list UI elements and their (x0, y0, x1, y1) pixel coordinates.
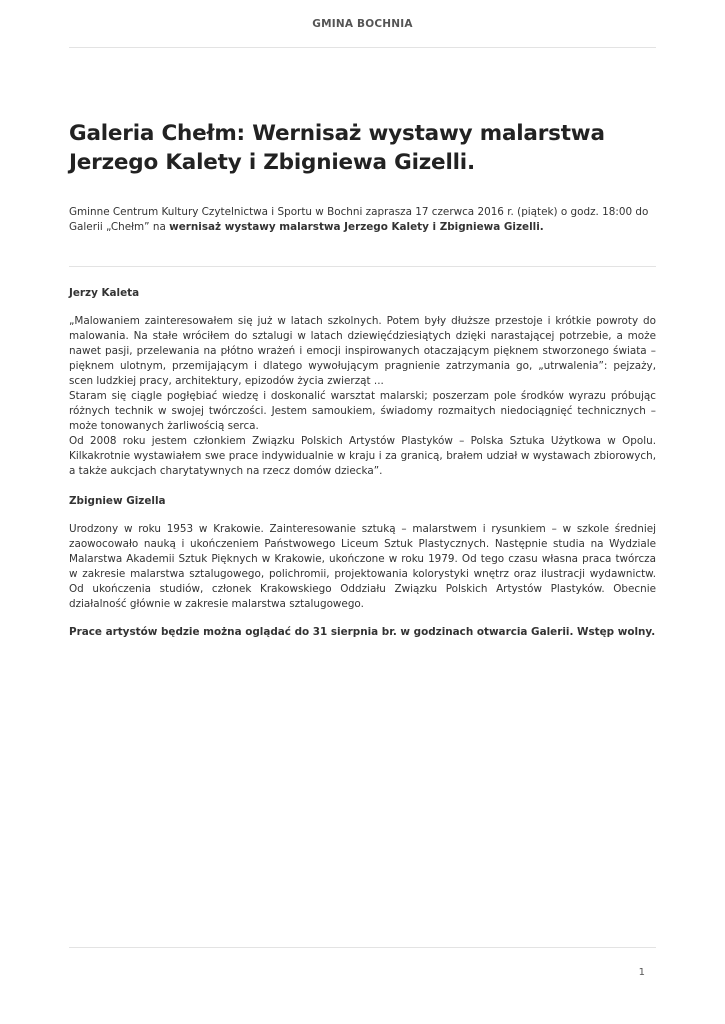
article-title-line-2: Jerzego Kalety i Zbigniewa Gizelli. (69, 150, 475, 175)
artist-1-name: Jerzy Kaleta (69, 287, 140, 299)
article-intro (69, 205, 656, 235)
artist-2-paragraph-1: Urodzony w roku 1953 w Krakowie. Zainteresowanie sztuką – malarstwem i rysunkiem – w szkole średniej zaowocowało nauką i ukończeniem Państwowego Liceum Sztuk Plastycznych. Następnie studia na Wydziale Malarstwa Akademii Sztuk Pięknych w Krakowie, ukończone w roku 1979. Od tego czasu własna praca twórcza w zakresie malarstwa sztalugowego, polichromii, projektowania kolorystyki wnętrz oraz ilustracji wydawnictw. Od ukończenia studiów, członek Krakowskiego Oddziału Związku Polskich Artystów Plastyków. Obecnie działalność głównie w zakresie malarstwa sztalugowego. (69, 523, 656, 610)
intro-divider (69, 266, 656, 267)
article-title-line-1: Galeria Chełm: Wernisaż wystawy malarstwa (69, 121, 605, 146)
closing-note: Prace artystów będzie można oglądać do 31 sierpnia br. w godzinach otwarcia Galerii. Wstęp wolny. (69, 626, 656, 638)
intro-text: Gminne Centrum Kultury Czytelnictwa i Sportu w Bochni zaprasza 17 czerwca 2016 r. (piątek) o godz. 18:00 do Galerii „Chełm” na (69, 206, 649, 233)
intro-bold-text: wernisaż wystawy malarstwa Jerzego Kalety i Zbigniewa Gizelli. (169, 221, 544, 233)
header-divider (69, 47, 656, 48)
article-body (69, 286, 656, 640)
site-header-title: GMINA BOCHNIA (312, 18, 413, 30)
footer-divider (69, 947, 656, 948)
artist-1-paragraph-1: „Malowaniem zainteresowałem się już w latach szkolnych. Potem były dłuższe przestoje i krótkie powroty do malowania. Na stałe wróciłem do sztalugi w latach dziewięćdziesiątych dzięki narastającej potrzebie, a może nawet pasji, przelewania na płótno wrażeń i emocji inspirowanych otaczającym pięknem stworzonego świata – pięknem ulotnym, przemijającym i dlatego wywołującym pragnienie zatrzymania go, „utrwalenia”: pejzaży, scen ludzkiej pracy, architektury, epizodów życia zwierząt ... (69, 315, 656, 387)
artist-1-paragraph-2: Staram się ciągle pogłębiać wiedzę i doskonalić warsztat malarski; poszerzam pole środków wyrazu próbując różnych technik w swojej twórczości. Jestem samoukiem, świadomy rozmaitych niedociągnięć technicznych – może tonowanych żarliwością serca. (69, 390, 656, 432)
artist-1-paragraph-3: Od 2008 roku jestem członkiem Związku Polskich Artystów Plastyków – Polska Sztuka Użytkowa w Opolu. Kilkakrotnie wystawiałem swe prace indywidualnie w kraju i za granicą, brałem udział w wystawach zbiorowych, a także aukcjach charytatywnych na rzecz domów dziecka”. (69, 435, 656, 477)
article-title (69, 119, 656, 177)
page-number: 1 (638, 967, 645, 978)
artist-2-name: Zbigniew Gizella (69, 495, 166, 507)
